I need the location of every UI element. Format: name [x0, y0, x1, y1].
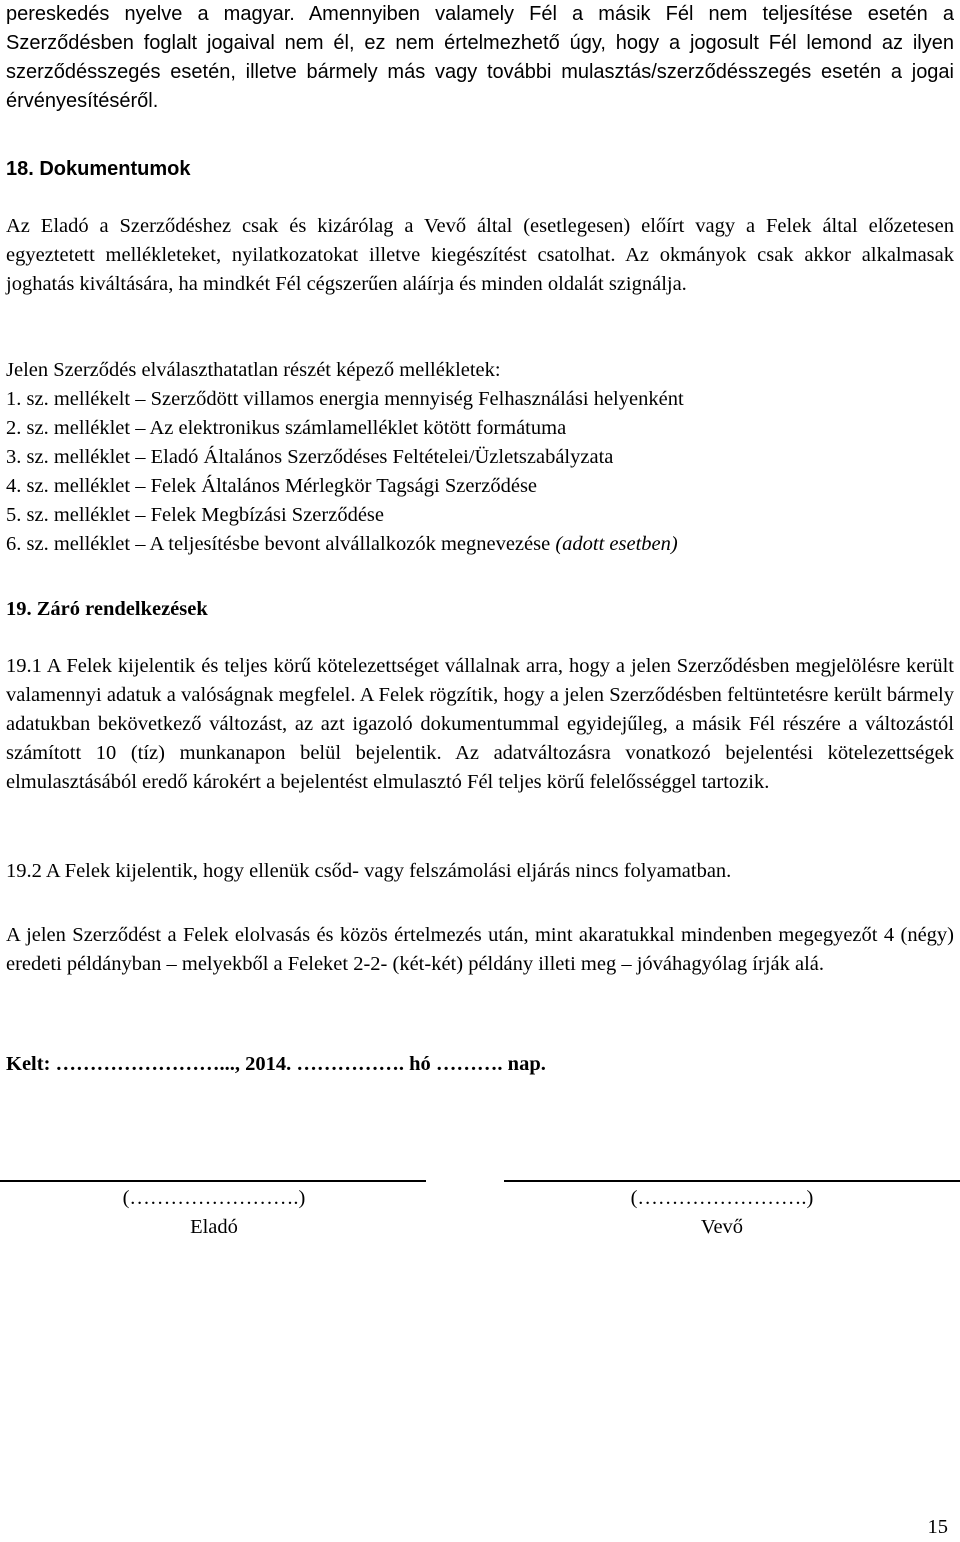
page-number: 15 [927, 1516, 948, 1538]
intro-paragraph: pereskedés nyelve a magyar. Amennyiben valamely Fél a másik Fél nem teljesítése esetén a Szerződésben foglalt jogaival nem él, ez nem értelmezhető úgy, hogy a jogosult Fél lemond az ilyen szerződésszegés esetén, illetve bármely más vagy további mulasztás/szerződésszegés esetén a jogai érvényesítéséről. [6, 3, 954, 112]
section-18-text-a: Az Eladó a Szerződéshez csak és kizárólag a Vevő által (esetlegesen) előírt vagy a Felek által előzetesen egyeztetett mellékleteket, nyilatkozatokat illetve kiegészítést csatolhat. [6, 215, 954, 266]
closing-paragraph: A jelen Szerződést a Felek elolvasás és közös értelmezés után, mint akaratukkal mindenben megegyezőt 4 (négy) eredeti példányban – melyekből a Feleket 2-2- (két-két) példány illeti meg – jóváhagyólag írják alá. [6, 924, 954, 975]
annex-item: 4. sz. melléklet – Felek Általános Mérlegkör Tagsági Szerződése [6, 475, 538, 497]
annex-item: 2. sz. melléklet – Az elektronikus számlamelléklet kötött formátuma [6, 417, 567, 439]
buyer-label: Vevő [700, 1216, 744, 1238]
annex-list-intro: Jelen Szerződés elválaszthatatlan részét képező mellékletek: [6, 359, 501, 381]
section-18-text-b: Az okmányok csak akkor alkalmasak joghatás kiváltására, ha mindkét Fél cégszerűen aláírja és minden oldalát szignálja. [6, 244, 954, 295]
seller-label: Eladó [190, 1216, 238, 1238]
section-19-1-paragraph: 19.1 A Felek kijelentik és teljes körű kötelezettséget vállalnak arra, hogy a jelen Szerződésben megjelölésre került valamennyi adatuk a valóságnak megfelel. A Felek rögzítik, hogy a jelen Szerződésben feltüntetésre került bármely adatukban bekövetkező változást, az azt igazoló dokumentummal egyidejűleg, a másik Fél részére a változástól számított 10 (tíz) munkanapon belül bejelentik. Az adatváltozásra vonatkozó bejelentési kötelezettségek elmulasztásából eredő károkért a bejelentést elmulasztó Fél teljes körű felelősséggel tartozik. [6, 655, 954, 793]
section-18-paragraph [6, 212, 954, 299]
seller-signature-line [0, 1180, 426, 1182]
section-18-heading: 18. Dokumentumok [6, 158, 191, 180]
date-line: Kelt: ……………………..., 2014. ……………. hó ………. nap. [6, 1053, 546, 1075]
buyer-signature-block [496, 1184, 948, 1242]
section-19-2-paragraph: 19.2 A Felek kijelentik, hogy ellenük csőd- vagy felszámolási eljárás nincs folyamatban. [6, 860, 732, 882]
buyer-signature-line [504, 1180, 960, 1182]
annex-item: 3. sz. melléklet – Eladó Általános Szerződéses Feltételei/Üzletszabályzata [6, 446, 614, 468]
annex-item: 5. sz. melléklet – Felek Megbízási Szerződése [6, 504, 384, 526]
seller-blank: (…………………….) [122, 1187, 306, 1209]
annex-item-note: (adott esetben) [555, 533, 678, 555]
annex-list [6, 356, 954, 559]
section-19-heading: 19. Záró rendelkezések [6, 598, 208, 620]
annex-item: 1. sz. mellékelt – Szerződött villamos energia mennyiség Felhasználási helyenként [6, 388, 684, 410]
buyer-blank: (…………………….) [630, 1187, 814, 1209]
seller-signature-block [6, 1184, 422, 1242]
annex-item: 6. sz. melléklet – A teljesítésbe bevont alvállalkozók megnevezése (adott esetben) [6, 533, 678, 555]
